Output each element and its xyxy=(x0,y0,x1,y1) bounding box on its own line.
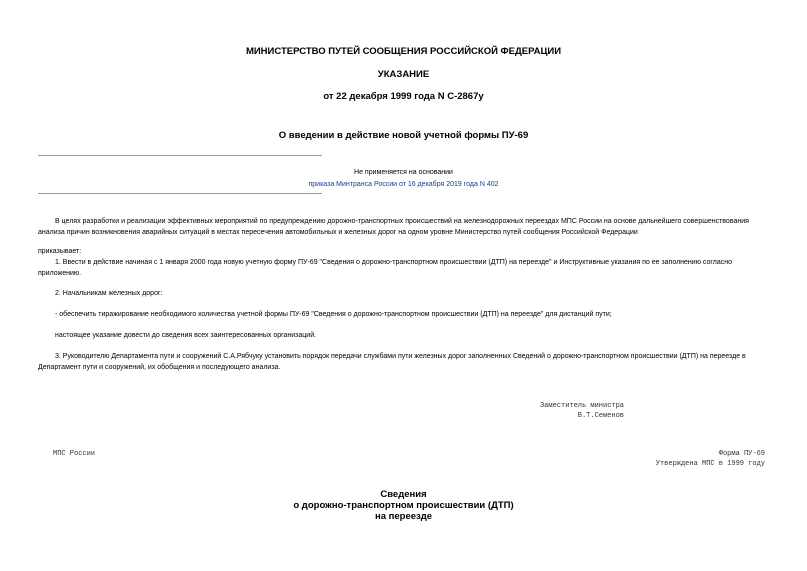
notice-text: Не применяется на основании xyxy=(354,169,453,176)
intro-paragraph: В целях разработки и реализации эффективных мероприятий по предупреждению дорожно-транспортных происшествий на железнодорожных переездах МПС России на основе дальнейшего совершенствования анализа причин возникновения аварийных ситуаций в местах пересечения автомобильных и железных дорог на одном уровне Министерство путей сообщения Российской Федерации xyxy=(38,218,749,236)
form-title-line3: на переезде xyxy=(374,511,433,522)
item-2: 2. Начальникам железных дорог: xyxy=(55,290,163,297)
form-number: Форма ПУ-69 xyxy=(718,450,765,458)
form-issuer: МПС России xyxy=(53,450,96,458)
divider-top xyxy=(38,155,322,156)
divider-bottom xyxy=(38,193,322,194)
signature-title: Заместитель министра xyxy=(539,402,624,410)
signature-name: В.Т.Семенов xyxy=(577,412,624,420)
item-2b: настоящее указание довести до сведения всех заинтересованных организаций. xyxy=(55,332,317,339)
form-approval: Утверждена МПС в 1999 году xyxy=(655,460,765,468)
item-1: 1. Ввести в действие начиная с 1 января 2000 года новую учетную форму ПУ-69 "Сведения о дорожно-транспортном происшествии (ДТП) на переезде" и Инструктивные указания по ее заполнению согласно приложению. xyxy=(38,259,733,277)
item-2a: - обеспечить тиражирование необходимого количества учетной формы ПУ-69 "Сведения о дорожно-транспортном происшествии (ДТП) на переезде" для дистанций пути; xyxy=(55,311,612,318)
notice-link-wrap xyxy=(0,179,807,190)
repeal-order-link[interactable]: приказа Минтранса России от 16 декабря 2019 года N 402 xyxy=(308,181,499,188)
orders-line: приказывает: xyxy=(38,248,82,255)
document-subject: О введении в действие новой учетной формы ПУ-69 xyxy=(278,130,529,141)
document-type: УКАЗАНИЕ xyxy=(377,69,430,80)
form-title-line1: Сведения xyxy=(380,489,427,500)
form-title-line2: о дорожно-транспортном происшествии (ДТП) xyxy=(293,500,514,511)
item-3: 3. Руководителю Департамента пути и сооружений С.А.Рябчуку установить порядок передачи службами пути железных дорог заполненных Сведений о дорожно-транспортном происшествии (ДТП) на переезде в Департамент пути и сооружений, их обобщения и последующего анализа. xyxy=(38,353,746,371)
ministry-heading: МИНИСТЕРСТВО ПУТЕЙ СООБЩЕНИЯ РОССИЙСКОЙ ФЕДЕРАЦИИ xyxy=(245,46,562,57)
document-date-number: от 22 декабря 1999 года N С-2867у xyxy=(323,91,484,102)
